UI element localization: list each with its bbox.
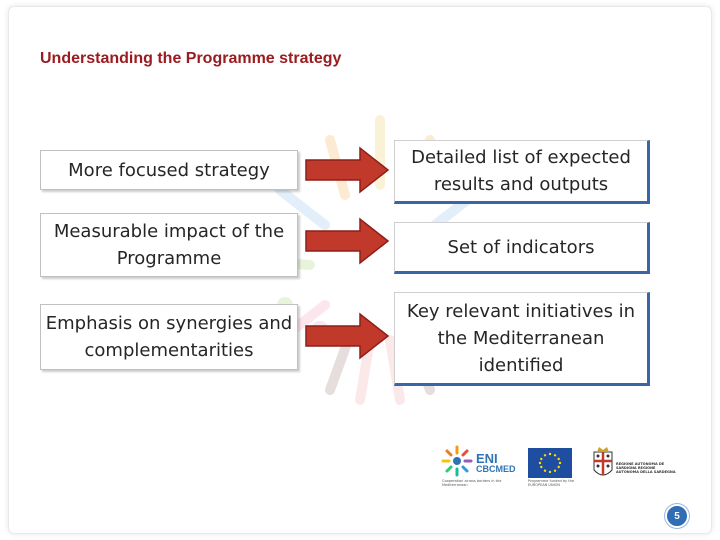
strategy-box-left-1: [40, 150, 298, 190]
arrow-right-icon: [304, 217, 390, 265]
cbcmed-logo-text: CBCMED: [476, 464, 516, 474]
region-name-text: REGIONE AUTÒNOMA DE SARDIGNA REGIONE AUTONOMA DELLA SARDEGNA: [616, 462, 676, 475]
strategy-box-left-2: [40, 213, 298, 277]
strategy-box-right-1: [394, 140, 650, 204]
strategy-box-left-3: [40, 304, 298, 370]
slide-title: Understanding the Programme strategy: [40, 50, 342, 67]
sardinia-crest-icon: [592, 446, 614, 484]
strategy-right-text-1: Detailed list of expected results and outputs: [411, 147, 631, 195]
footer-logos: [440, 444, 680, 490]
strategy-left-text-1: More focused strategy: [68, 159, 270, 181]
eni-cbcmed-logo-icon: [440, 444, 474, 478]
strategy-box-right-2: [394, 222, 650, 274]
strategy-left-text-3: Emphasis on synergies and complementarities: [45, 313, 293, 361]
eu-flag-icon: [528, 448, 572, 478]
strategy-left-text-2: Measurable impact of the Programme: [53, 221, 285, 269]
strategy-box-right-3: [394, 292, 650, 386]
page-number-badge: [665, 504, 689, 528]
eu-tagline: Programme funded by the EUROPEAN UNION: [528, 479, 574, 487]
page-number: 5: [674, 510, 680, 522]
eni-tagline: Cooperation across borders in the Mediterranean: [442, 479, 502, 487]
strategy-right-text-2: Set of indicators: [447, 236, 595, 258]
arrow-right-icon: [304, 146, 390, 194]
arrow-right-icon: [304, 312, 390, 360]
strategy-right-text-3: Key relevant initiatives in the Mediterranean identified: [406, 300, 636, 376]
eni-logo-text: ENI: [476, 451, 498, 466]
